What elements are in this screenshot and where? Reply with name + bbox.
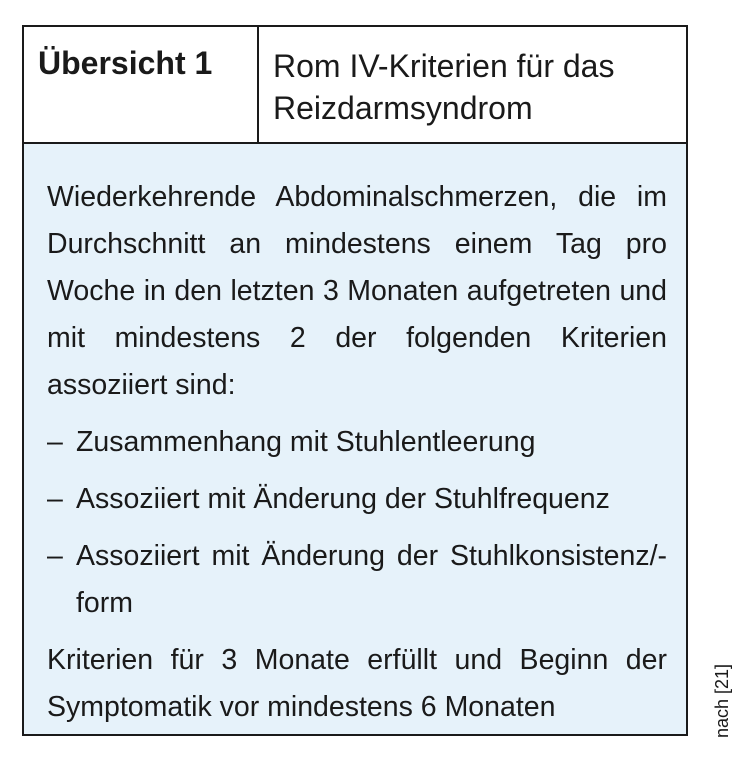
- list-dash: –: [47, 483, 63, 515]
- criteria-list-item: [47, 419, 667, 466]
- overview-title: Rom IV-Kriterien für das Reizdarmsyndrom: [273, 48, 615, 126]
- criteria-item-text: Assoziiert mit Änderung der Stuhlfrequenz: [76, 483, 610, 515]
- overview-label: Übersicht 1: [38, 45, 213, 81]
- overview-box: [22, 25, 688, 736]
- criteria-list-item: [47, 476, 667, 523]
- list-dash: –: [47, 540, 63, 572]
- criteria-list: [47, 419, 667, 627]
- overview-header: [24, 27, 686, 144]
- criteria-item-text: Assoziiert mit Änderung der Stuhlkonsistenz/-form: [76, 540, 667, 619]
- criteria-intro: Wiederkehrende Abdominalschmerzen, die im Durchschnitt an mindestens einem Tag pro Woche in den letzten 3 Monaten aufgetreten und mit mindestens 2 der folgenden Kriterien assoziiert sind:: [47, 181, 667, 401]
- criteria-list-item: [47, 533, 667, 627]
- overview-label-cell: [24, 27, 259, 142]
- criteria-content: [47, 174, 667, 731]
- list-dash: –: [47, 426, 63, 458]
- criteria-closing: Kriterien für 3 Monate erfüllt und Beginn der Symptomatik vor mindestens 6 Monaten: [47, 644, 667, 723]
- criteria-item-text: Zusammenhang mit Stuhlentleerung: [76, 426, 536, 458]
- source-note: nach [21]: [712, 663, 732, 738]
